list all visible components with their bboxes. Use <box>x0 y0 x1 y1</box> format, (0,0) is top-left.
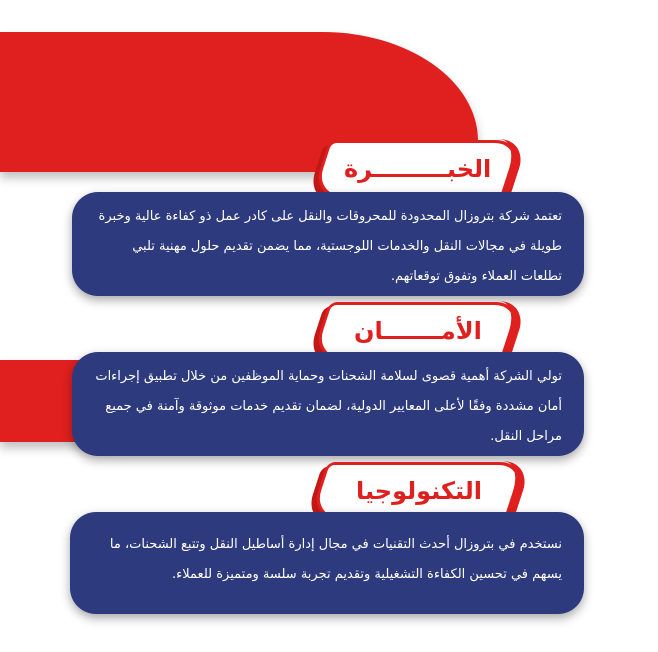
info-card-technology <box>70 512 584 614</box>
info-card-experience <box>72 192 584 296</box>
section-text-technology: نستخدم في بتروزال أحدث التقنيات في مجال إدارة أساطيل النقل وتتبع الشحنات، ما يسهم في تحسين الكفاءة التشغيلية وتقديم تجربة سلسة ومتميزة للعملاء. <box>109 537 562 582</box>
section-title-technology: التكنولوجيا <box>356 477 482 505</box>
section-text-safety: تولي الشركة أهمية قصوى لسلامة الشحنات وحماية الموظفين من خلال تطبيق إجراءات أمان مشددة وفقًا لأعلى المعايير الدولية، لضمان تقديم خدمات موثوقة وآمنة في جميع مراحل النقل. <box>95 369 562 444</box>
section-title-tab-experience <box>311 140 526 198</box>
section-title-safety: الأمـــــــان <box>354 317 482 345</box>
section-text-experience: تعتمد شركة بتروزال المحدودة للمحروقات والنقل على كادر عمل ذو كفاءة عالية وخبرة طويلة في مجالات النقل والخدمات اللوجستية، مما يضمن تقديم حلول مهنية تلبي تطلعات العملاء وتفوق توقعاتهم. <box>98 209 562 284</box>
info-card-safety <box>72 352 584 456</box>
section-title-experience: الخبـــــــــرة <box>344 155 492 183</box>
